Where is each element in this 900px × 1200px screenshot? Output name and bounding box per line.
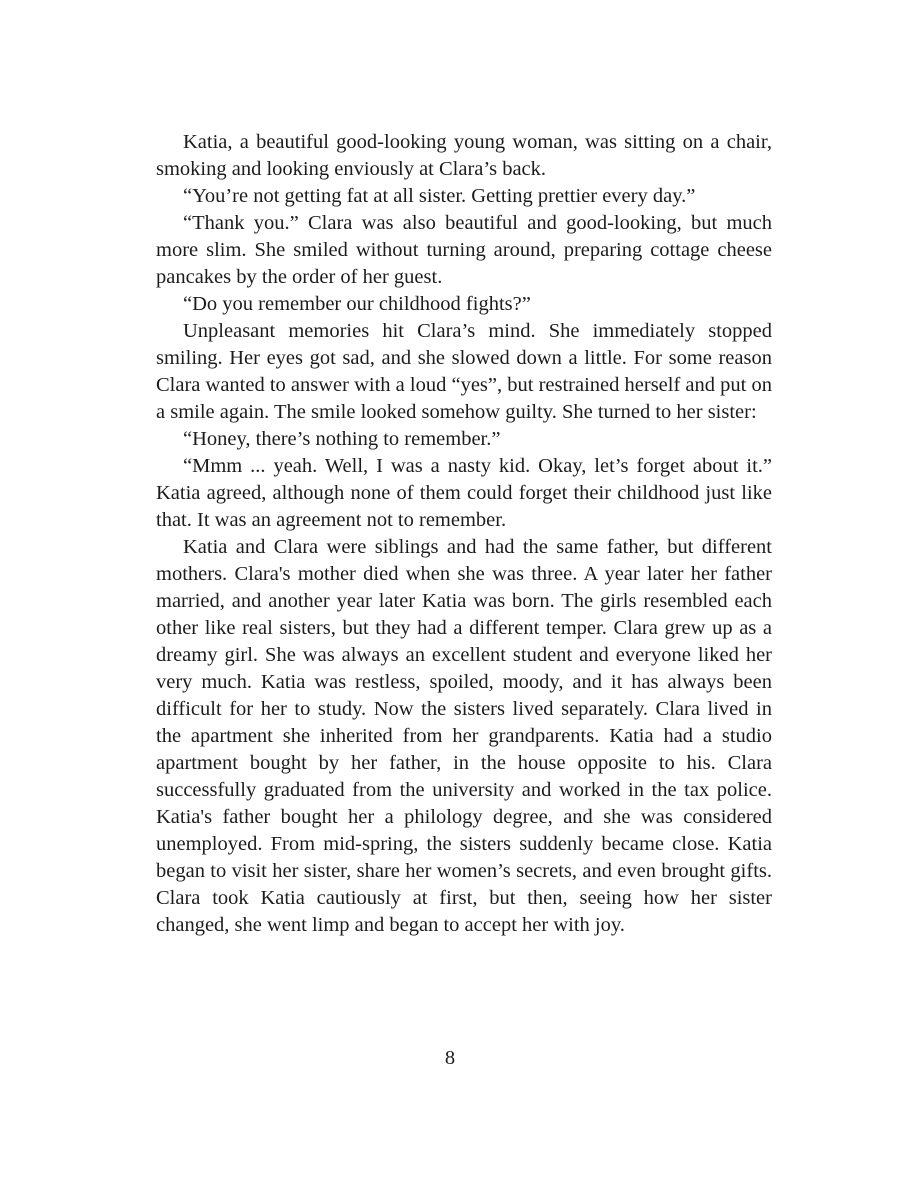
paragraph: “Mmm ... yeah. Well, I was a nasty kid. Okay, let’s forget about it.” Katia agreed, although none of them could forget their childhood just like that. It was an agreement not to remember. xyxy=(156,455,772,531)
paragraph: “Do you remember our childhood fights?” xyxy=(183,293,531,315)
paragraph: “Honey, there’s nothing to remember.” xyxy=(183,428,501,450)
body-text xyxy=(156,129,772,939)
paragraph: “You’re not getting fat at all sister. Getting prettier every day.” xyxy=(183,185,696,207)
paragraph: Katia and Clara were siblings and had the same father, but different mothers. Clara's mother died when she was three. A year later her father married, and another year later Katia was born. The girls resembled each other like real sisters, but they had a different temper. Clara grew up as a dreamy girl. She was always an excellent student and everyone liked her very much. Katia was restless, spoiled, moody, and it has always been difficult for her to study. Now the sisters lived separately. Clara lived in the apartment she inherited from her grandparents. Katia had a studio apartment bought by her father, in the house opposite to his. Clara successfully graduated from the university and worked in the tax police. Katia's father bought her a philology degree, and she was considered unemployed. From mid-spring, the sisters suddenly became close. Katia began to visit her sister, share her women’s secrets, and even brought gifts. Clara took Katia cautiously at first, but then, seeing how her sister changed, she went limp and began to accept her with joy. xyxy=(156,536,772,936)
paragraph: Katia, a beautiful good-looking young woman, was sitting on a chair, smoking and looking enviously at Clara’s back. xyxy=(156,131,772,180)
paragraph: Unpleasant memories hit Clara’s mind. She immediately stopped smiling. Her eyes got sad, and she slowed down a little. For some reason Clara wanted to answer with a loud “yes”, but restrained herself and put on a smile again. The smile looked somehow guilty. She turned to her sister: xyxy=(156,320,772,423)
paragraph: “Thank you.” Clara was also beautiful and good-looking, but much more slim. She smiled without turning around, preparing cottage cheese pancakes by the order of her guest. xyxy=(156,212,772,288)
page-number: 8 xyxy=(444,1047,456,1069)
